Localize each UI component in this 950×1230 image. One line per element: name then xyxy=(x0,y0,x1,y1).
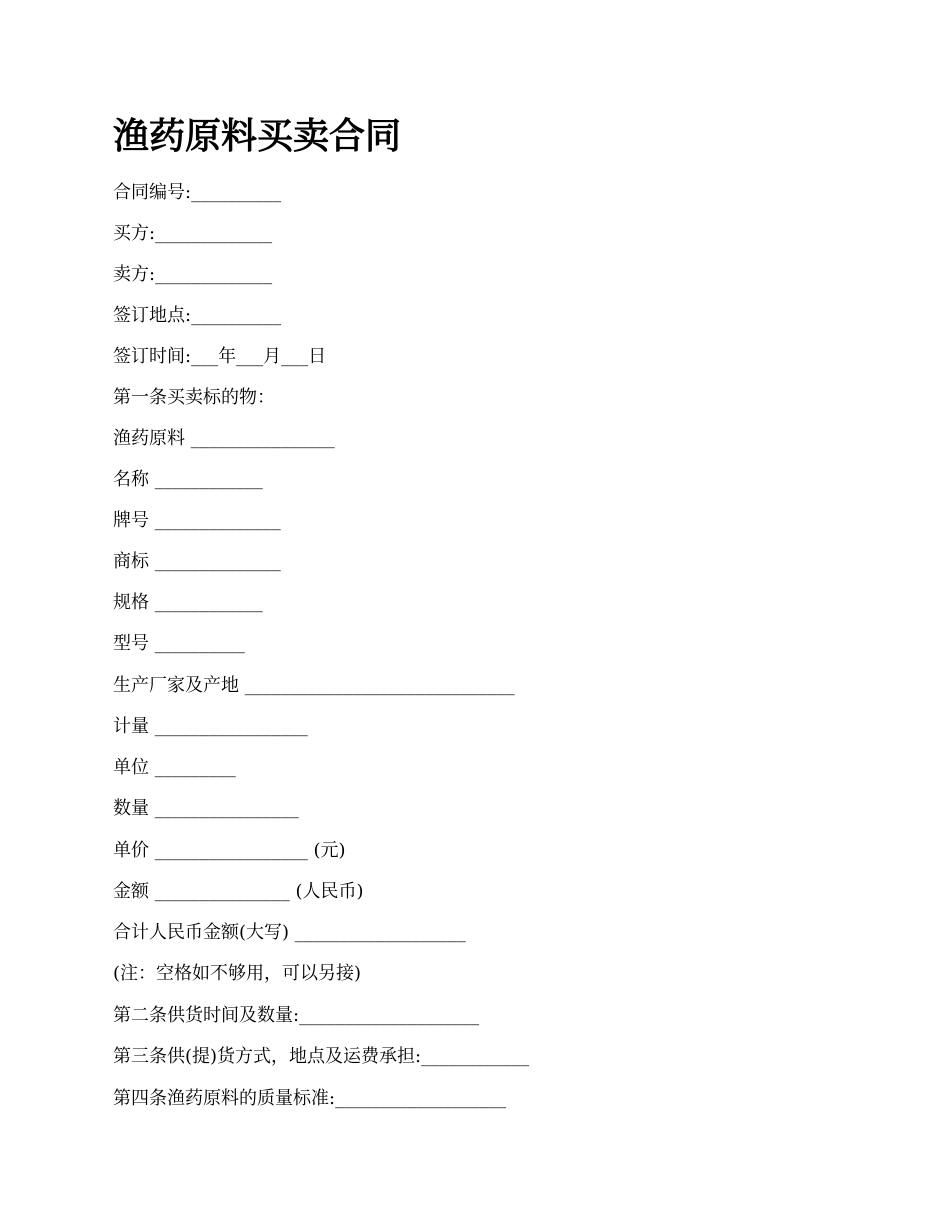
article-4-field: 第四条渔药原料的质量标准:___________________ xyxy=(113,1088,507,1109)
raw-material-field: 渔药原料 ________________ xyxy=(113,428,335,449)
contract-number-field: 合同编号:__________ xyxy=(113,182,282,203)
amount-field: 金额 _______________ (人民币) xyxy=(113,881,364,902)
article-3-field: 第三条供(提)货方式，地点及运费承担:____________ xyxy=(113,1046,530,1067)
unit-price-field: 单价 _________________ (元) xyxy=(113,840,346,861)
trademark-field: 商标 ______________ xyxy=(113,551,281,572)
article-1-heading: 第一条买卖标的物： xyxy=(113,387,275,408)
contract-title: 渔药原料买卖合同 xyxy=(113,115,402,157)
signing-place-field: 签订地点:__________ xyxy=(113,305,282,326)
buyer-field: 买方:_____________ xyxy=(113,223,273,244)
signing-date-field: 签订时间:___年___月___日 xyxy=(113,346,327,367)
quantity-field: 数量 ________________ xyxy=(113,798,299,819)
note-text: (注：空格如不够用，可以另接) xyxy=(113,963,362,984)
seller-field: 卖方:_____________ xyxy=(113,264,273,285)
specification-field: 规格 ____________ xyxy=(113,592,263,613)
brand-number-field: 牌号 ______________ xyxy=(113,510,281,531)
name-field: 名称 ____________ xyxy=(113,469,263,490)
measurement-field: 计量 _________________ xyxy=(113,716,308,737)
unit-field: 单位 _________ xyxy=(113,757,236,778)
manufacturer-origin-field: 生产厂家及产地 ______________________________ xyxy=(113,675,515,696)
article-2-field: 第二条供货时间及数量:____________________ xyxy=(113,1005,480,1026)
total-amount-field: 合计人民币金额(大写) ___________________ xyxy=(113,922,466,943)
model-field: 型号 __________ xyxy=(113,633,245,654)
